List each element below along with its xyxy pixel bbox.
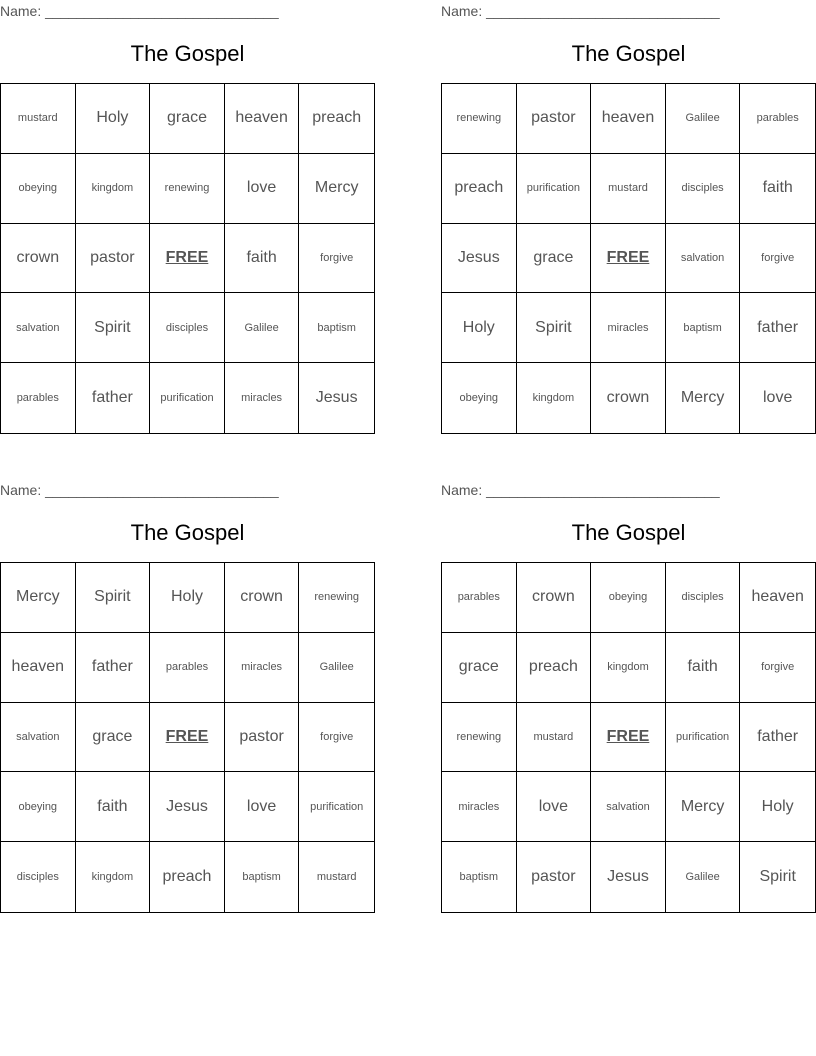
bingo-cell: parables: [150, 633, 225, 703]
bingo-cell: disciples: [666, 563, 741, 633]
name-line: Name: ______________________________: [0, 482, 279, 498]
bingo-cell: miracles: [225, 363, 300, 433]
bingo-cell: Jesus: [315, 389, 358, 407]
bingo-cell: Mercy: [1, 563, 76, 633]
bingo-cell: kingdom: [76, 154, 151, 224]
free-space-cell: FREE: [591, 703, 666, 773]
bingo-cell: Mercy: [666, 772, 741, 842]
bingo-cell: love: [517, 772, 592, 842]
bingo-cell: salvation: [1, 703, 76, 773]
bingo-cell: Holy: [740, 772, 815, 842]
bingo-cell: forgive: [299, 703, 374, 773]
bingo-cell: faith: [225, 224, 300, 294]
bingo-cell: parables: [1, 363, 76, 433]
bingo-cell: baptism: [225, 842, 300, 912]
bingo-cell: heaven: [740, 563, 815, 633]
bingo-cell: crown: [591, 363, 666, 433]
bingo-cell: pastor: [76, 224, 151, 294]
bingo-cell: kingdom: [76, 842, 151, 912]
bingo-cell: grace: [150, 84, 225, 154]
bingo-cell: Galilee: [666, 842, 741, 912]
card-title: The Gospel: [130, 520, 245, 545]
bingo-cell: crown: [517, 563, 592, 633]
bingo-cell: Galilee: [299, 633, 374, 703]
bingo-cell: Jesus: [442, 224, 517, 294]
bingo-cell: miracles: [591, 293, 666, 363]
bingo-cell: mustard: [316, 871, 357, 884]
bingo-cell: purification: [517, 154, 592, 224]
bingo-cell: obeying: [1, 154, 76, 224]
free-space-cell: FREE: [150, 224, 225, 294]
bingo-cell: love: [763, 389, 793, 407]
bingo-cell: father: [76, 363, 151, 433]
bingo-grid: [0, 562, 375, 913]
bingo-cell: Jesus: [150, 772, 225, 842]
name-line: Name: ______________________________: [441, 482, 720, 498]
bingo-cell: purification: [666, 703, 741, 773]
bingo-cell: salvation: [666, 224, 741, 294]
bingo-cell: mustard: [591, 154, 666, 224]
bingo-cell: father: [76, 633, 151, 703]
bingo-cell: grace: [517, 224, 592, 294]
bingo-cell: renewing: [150, 154, 225, 224]
bingo-cell: mustard: [1, 84, 76, 154]
bingo-cell: kingdom: [591, 633, 666, 703]
bingo-cell: baptism: [442, 842, 517, 912]
bingo-cell: father: [740, 703, 815, 773]
bingo-cell: forgive: [299, 224, 374, 294]
free-space-cell: FREE: [150, 703, 225, 773]
bingo-grid: [441, 83, 816, 434]
bingo-cell: father: [740, 293, 815, 363]
bingo-cell: miracles: [442, 772, 517, 842]
bingo-cell: forgive: [740, 224, 815, 294]
bingo-cell: preach: [517, 633, 592, 703]
bingo-cell: heaven: [591, 84, 666, 154]
bingo-cell: Mercy: [299, 154, 374, 224]
bingo-cell: baptism: [299, 293, 374, 363]
bingo-cell: renewing: [442, 703, 517, 773]
bingo-cell: purification: [299, 772, 374, 842]
bingo-cell: heaven: [225, 84, 300, 154]
bingo-cell: Galilee: [666, 84, 741, 154]
bingo-cell: kingdom: [517, 363, 592, 433]
bingo-cell: crown: [225, 563, 300, 633]
bingo-cell: preach: [299, 84, 374, 154]
bingo-cell: baptism: [666, 293, 741, 363]
bingo-cell: pastor: [517, 842, 592, 912]
name-line: Name: ______________________________: [441, 3, 720, 19]
free-space-cell: FREE: [591, 224, 666, 294]
bingo-cell: preach: [442, 154, 517, 224]
bingo-cell: purification: [150, 363, 225, 433]
card-title: The Gospel: [571, 520, 686, 545]
bingo-cell: parables: [442, 563, 517, 633]
bingo-cell: renewing: [442, 84, 517, 154]
name-line: Name: ______________________________: [0, 3, 279, 19]
bingo-cell: miracles: [225, 633, 300, 703]
bingo-cell: disciples: [1, 842, 76, 912]
bingo-cell: forgive: [740, 633, 815, 703]
bingo-cell: love: [225, 772, 300, 842]
bingo-cell: love: [225, 154, 300, 224]
bingo-cell: pastor: [517, 84, 592, 154]
bingo-cell: faith: [76, 772, 151, 842]
bingo-grid: [0, 83, 375, 434]
bingo-cell: obeying: [1, 772, 76, 842]
card-title: The Gospel: [130, 41, 245, 66]
bingo-cell: obeying: [442, 363, 517, 433]
bingo-cell: Spirit: [759, 868, 796, 886]
bingo-cell: preach: [150, 842, 225, 912]
bingo-cell: heaven: [1, 633, 76, 703]
bingo-cell: salvation: [1, 293, 76, 363]
bingo-grid: [441, 562, 816, 913]
bingo-cell: Holy: [150, 563, 225, 633]
bingo-cell: faith: [740, 154, 815, 224]
bingo-cell: faith: [666, 633, 741, 703]
card-title: The Gospel: [571, 41, 686, 66]
bingo-cell: Jesus: [591, 842, 666, 912]
bingo-cell: disciples: [150, 293, 225, 363]
bingo-cell: pastor: [225, 703, 300, 773]
bingo-cell: Holy: [442, 293, 517, 363]
bingo-cell: Spirit: [517, 293, 592, 363]
bingo-cell: mustard: [517, 703, 592, 773]
bingo-cell: salvation: [591, 772, 666, 842]
bingo-cell: Spirit: [76, 293, 151, 363]
bingo-cell: parables: [740, 84, 815, 154]
bingo-cell: Spirit: [76, 563, 151, 633]
bingo-cell: Holy: [76, 84, 151, 154]
bingo-cell: grace: [76, 703, 151, 773]
bingo-cell: disciples: [666, 154, 741, 224]
bingo-cell: Galilee: [225, 293, 300, 363]
bingo-cell: crown: [1, 224, 76, 294]
bingo-cell: obeying: [591, 563, 666, 633]
bingo-cell: renewing: [299, 563, 374, 633]
bingo-cell: grace: [442, 633, 517, 703]
bingo-cell: Mercy: [666, 363, 741, 433]
